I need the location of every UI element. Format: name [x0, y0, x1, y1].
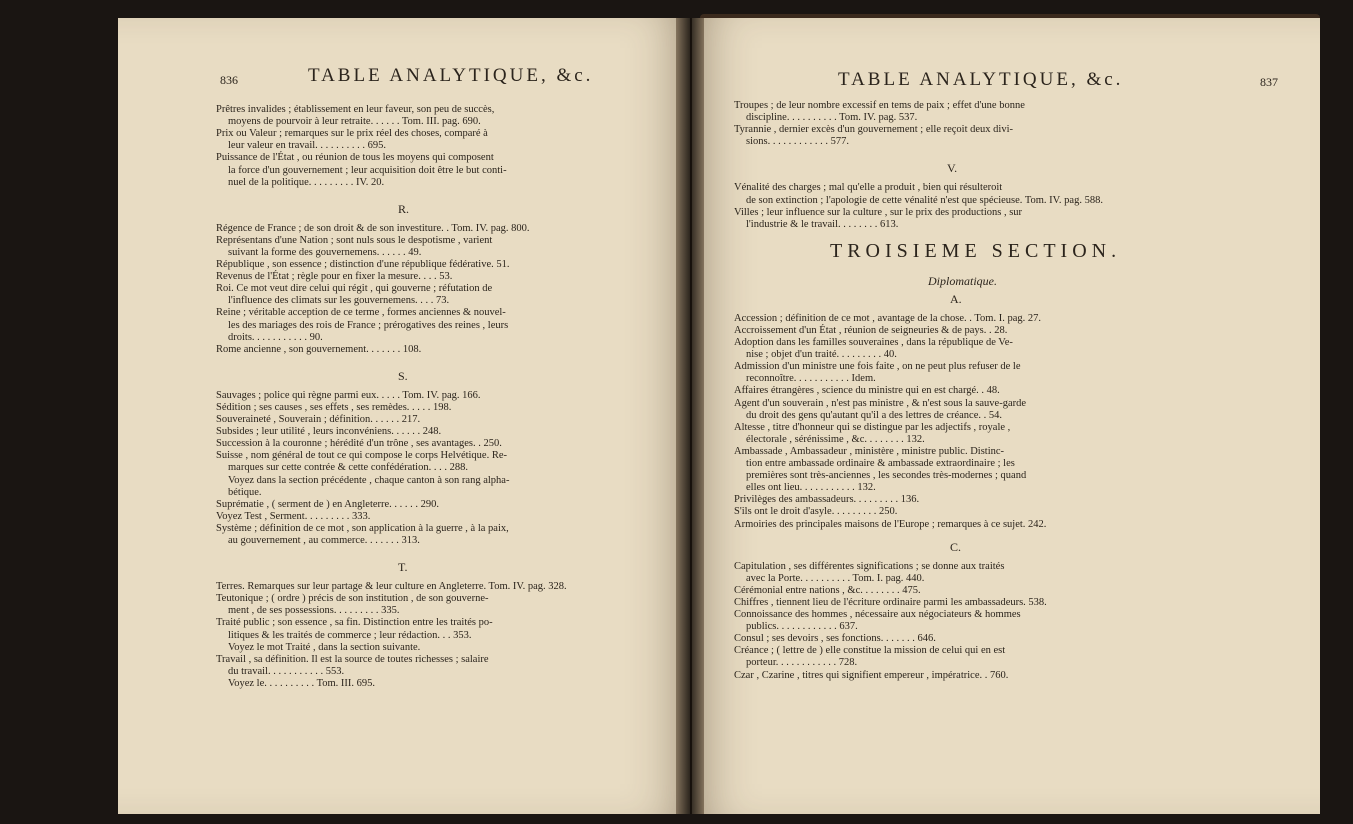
index-entry-continuation: reconnoître. . . . . . . . . . . Idem.: [746, 373, 876, 385]
index-entry: Vénalité des charges ; mal qu'elle a produit , bien qui résulteroit: [734, 182, 1003, 194]
section-subtitle: Diplomatique.: [928, 273, 997, 288]
index-entry-continuation: bétique.: [228, 486, 262, 498]
index-entry: S'ils ont le droit d'asyle. . . . . . . . . 250.: [734, 506, 898, 518]
index-entry-continuation: litiques & les traités de commerce ; leur rédaction. . . 353.: [228, 629, 472, 641]
index-entry: Capitulation , ses différentes significations ; se donne aux traités: [734, 560, 1005, 572]
index-entry: Suprématie , ( serment de ) en Angleterre. . . . . . 290.: [216, 498, 440, 510]
index-entry-continuation: nise ; objet d'un traité. . . . . . . . . 40.: [746, 349, 897, 361]
section-letter: R.: [398, 201, 410, 216]
index-entry-continuation: Voyez le mot Traité , dans la section suivante.: [228, 641, 421, 653]
index-entry: Système ; définition de ce mot , son application à la guerre , à la paix,: [216, 522, 509, 534]
index-entry-continuation: droits. . . . . . . . . . . 90.: [228, 331, 323, 343]
index-entry: Souveraineté , Souverain ; définition. . . . . . 217.: [216, 414, 421, 425]
index-entry: Cérémonial entre nations , &c. . . . . . . . 475.: [734, 584, 921, 596]
index-entry-continuation: les des mariages des rois de France ; prérogatives des reines , leurs: [228, 319, 509, 331]
index-entry: Czar , Czarine , titres qui signifient empereur , impératrice. . 760.: [734, 669, 1009, 681]
left-page-header: TABLE ANALYTIQUE, &c.: [308, 65, 594, 86]
section-letter: C.: [950, 539, 962, 554]
index-entry: Régence de France ; de son droit & de son investiture. . Tom. IV. pag. 800.: [216, 222, 530, 234]
index-entry: Reine ; véritable acception de ce terme , formes anciennes & nouvel-: [216, 307, 506, 319]
index-entry: Villes ; leur influence sur la culture , sur le prix des productions , sur: [734, 206, 1023, 218]
index-entry: Consul ; ses devoirs , ses fonctions. . . . . . . 646.: [734, 633, 936, 645]
index-entry: Ambassade , Ambassadeur , ministère , ministre public. Distinc-: [734, 445, 1005, 457]
index-entry: Prix ou Valeur ; remarques sur le prix réel des choses, comparé à: [216, 128, 488, 140]
index-entry-continuation: suivant la forme des gouvernemens. . . . . . 49.: [228, 246, 422, 258]
index-entry: Puissance de l'État , ou réunion de tous les moyens qui composent: [216, 152, 494, 164]
book-gutter: [676, 18, 704, 814]
index-entry: Armoiries des principales maisons de l'Europe ; remarques à ce sujet. 242.: [734, 518, 1047, 530]
section-letter: A.: [950, 291, 962, 306]
right-page-number: 837: [1260, 75, 1278, 89]
index-entry-continuation: électorale , sérénissime , &c. . . . . . . . 132.: [746, 433, 925, 445]
index-entry-continuation: nuel de la politique. . . . . . . . . IV. 20.: [228, 176, 385, 188]
right-page: [692, 18, 1320, 814]
section-letter: T.: [398, 560, 408, 575]
index-entry: Représentans d'une Nation ; sont nuls sous le despotisme , varient: [216, 234, 493, 246]
index-entry-continuation: du travail. . . . . . . . . . . 553.: [228, 665, 345, 677]
index-entry: Rome ancienne , son gouvernement. . . . . . . 108.: [216, 343, 422, 355]
index-entry: Agent d'un souverain , n'est pas ministre , & n'est sous la sauve-garde: [734, 397, 1027, 409]
index-entry: Sédition ; ses causes , ses effets , ses remèdes. . . . . 198.: [216, 401, 452, 413]
index-entry: Terres. Remarques sur leur partage & leur culture en Angleterre. Tom. IV. pag. 328.: [216, 581, 567, 593]
index-entry-continuation: moyens de pourvoir à leur retraite. . . . . . Tom. III. pag. 690.: [228, 116, 481, 128]
index-entry-continuation: premières sont très-anciennes , les secondes très-modernes ; quand: [746, 470, 1027, 482]
index-entry: Affaires étrangères , science du ministre qui en est chargé. . 48.: [734, 385, 1000, 397]
section-letter: S.: [398, 368, 408, 383]
index-entry: Troupes ; de leur nombre excessif en tems de paix ; effet d'une bonne: [734, 100, 1025, 111]
right-page-header: TABLE ANALYTIQUE, &c.: [838, 69, 1124, 90]
index-entry: Revenus de l'État ; règle pour en fixer la mesure. . . . 53.: [216, 271, 453, 283]
index-entry: Accroissement d'un État , réunion de seigneuries & de pays. . 28.: [734, 324, 1008, 336]
section-title: TROISIEME SECTION.: [830, 239, 1122, 262]
index-entry: Chiffres , tiennent lieu de l'écriture ordinaire parmi les ambassadeurs. 538.: [734, 596, 1047, 608]
index-entry: Altesse , titre d'honneur qui se distingue par les adjectifs , royale ,: [734, 421, 1011, 433]
index-entry-continuation: l'influence des climats sur les gouvernemens. . . . 73.: [228, 295, 450, 307]
left-page-number: 836: [220, 73, 238, 87]
index-entry-continuation: publics. . . . . . . . . . . . 637.: [746, 621, 858, 633]
index-entry: Roi. Ce mot veut dire celui qui régit , qui gouverne ; réfutation de: [216, 283, 493, 295]
index-entry-continuation: la force d'un gouvernement ; leur acquisition doit être le but conti-: [228, 164, 507, 176]
index-entry-continuation: porteur. . . . . . . . . . . . 728.: [746, 657, 858, 669]
index-entry-continuation: Voyez dans la section précédente , chaque canton à son rang alpha-: [228, 474, 510, 486]
index-entry: Suisse , nom général de tout ce qui compose le corps Helvétique. Re-: [216, 450, 508, 462]
index-entry-continuation: au gouvernement , au commerce. . . . . . . 313.: [228, 535, 420, 546]
index-entry: Traité public ; son essence , sa fin. Distinction entre les traités po-: [216, 617, 493, 629]
index-entry: Teutonique ; ( ordre ) précis de son institution , de son gouverne-: [216, 593, 489, 605]
index-entry: Sauvages ; police qui règne parmi eux. . . . . Tom. IV. pag. 166.: [216, 389, 481, 401]
index-entry-continuation: ment , de ses possessions. . . . . . . . . 335.: [228, 605, 400, 617]
index-entry: Subsides ; leur utilité , leurs inconvéniens. . . . . . 248.: [216, 426, 442, 438]
index-entry-continuation: marques sur cette contrée & cette confédération. . . . 288.: [228, 462, 468, 474]
index-entry: Privilèges des ambassadeurs. . . . . . . . . 136.: [734, 494, 920, 506]
index-entry: Prêtres invalides ; établissement en leur faveur, son peu de succès,: [216, 104, 495, 115]
left-page: [118, 18, 690, 814]
index-entry: Connoissance des hommes , nécessaire aux négociateurs & hommes: [734, 609, 1021, 620]
index-entry: Adoption dans les familles souveraines , dans la république de Ve-: [734, 337, 1013, 348]
index-entry: République , son essence ; distinction d'une république fédérative. 51.: [216, 259, 510, 270]
index-entry-continuation: de son extinction ; l'apologie de cette vénalité n'est que spécieuse. Tom. IV. pag. 588.: [746, 194, 1103, 206]
index-entry-continuation: tion entre ambassade ordinaire & ambassade extraordinaire ; les: [746, 458, 1015, 469]
index-entry: Accession ; définition de ce mot , avantage de la chose. . Tom. I. pag. 27.: [734, 312, 1041, 324]
index-entry-continuation: l'industrie & le travail. . . . . . . . 613.: [746, 218, 899, 230]
index-entry-continuation: avec la Porte. . . . . . . . . . Tom. I. pag. 440.: [746, 572, 925, 584]
index-entry-continuation: leur valeur en travail. . . . . . . . . . 695.: [228, 140, 387, 152]
index-entry: Travail , sa définition. Il est la source de toutes richesses ; salaire: [216, 653, 489, 665]
index-entry: Admission d'un ministre une fois faite , on ne peut plus refuser de le: [734, 361, 1021, 373]
index-entry-continuation: elles ont lieu. . . . . . . . . . . 132.: [746, 482, 876, 494]
index-entry: Voyez Test , Serment. . . . . . . . . 333.: [216, 510, 371, 522]
index-entry-continuation: discipline. . . . . . . . . . Tom. IV. pag. 537.: [746, 112, 918, 124]
index-entry: Tyrannie , dernier excès d'un gouvernement ; elle reçoit deux divi-: [734, 124, 1014, 136]
index-entry: Créance ; ( lettre de ) elle constitue la mission de celui qui en est: [734, 645, 1006, 657]
index-entry-continuation: du droit des gens qu'autant qu'il a des lettres de créance. . 54.: [746, 409, 1002, 421]
index-entry-continuation: Voyez le. . . . . . . . . . Tom. III. 695.: [228, 677, 376, 689]
section-letter: V.: [947, 161, 958, 176]
index-entry: Succession à la couronne ; hérédité d'un trône , ses avantages. . 250.: [216, 438, 502, 450]
index-entry-continuation: sions. . . . . . . . . . . . 577.: [746, 136, 849, 148]
